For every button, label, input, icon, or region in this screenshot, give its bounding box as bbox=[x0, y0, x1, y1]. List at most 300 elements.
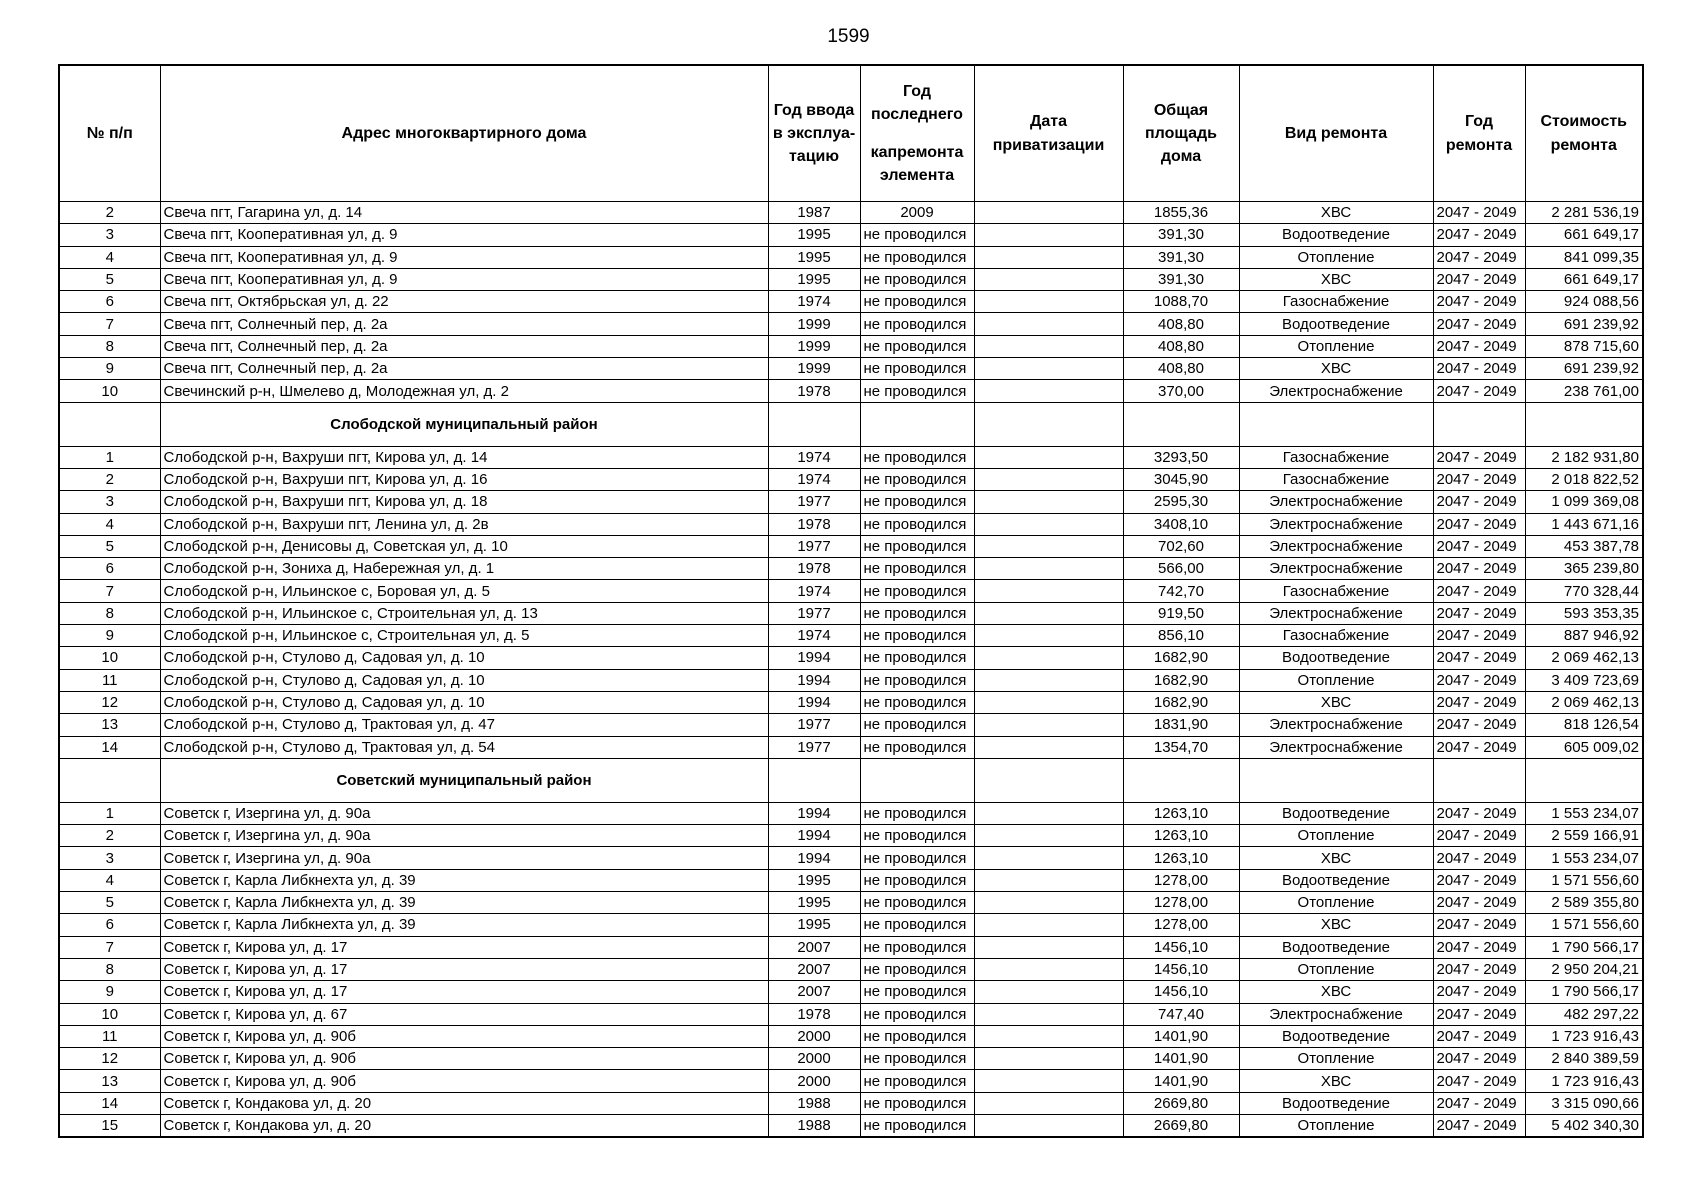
cell-num: 12 bbox=[59, 691, 160, 713]
cell-repair-year: 2047 - 2049 bbox=[1433, 1070, 1525, 1092]
table-row bbox=[59, 802, 1643, 824]
cell-last-repair: не проводился bbox=[860, 1114, 974, 1137]
table-row bbox=[59, 202, 1643, 224]
cell-area: 3293,50 bbox=[1123, 446, 1239, 468]
cell-repair-type: Водоотведение bbox=[1239, 647, 1433, 669]
cell-address: Советск г, Карла Либкнехта ул, д. 39 bbox=[160, 869, 768, 891]
header-year-built: Год ввода в эксплуа-тацию bbox=[768, 65, 860, 202]
cell-num: 10 bbox=[59, 380, 160, 402]
cell-repair-type: Отопление bbox=[1239, 892, 1433, 914]
cell-last-repair: 2009 bbox=[860, 202, 974, 224]
cell-address: Свеча пгт, Солнечный пер, д. 2а bbox=[160, 358, 768, 380]
cell-privatization bbox=[974, 736, 1123, 758]
cell-year-built: 1995 bbox=[768, 224, 860, 246]
table-row bbox=[59, 535, 1643, 557]
cell-year-built: 1994 bbox=[768, 847, 860, 869]
cell-repair-type: ХВС bbox=[1239, 914, 1433, 936]
cell-cost: 1 790 566,17 bbox=[1525, 981, 1643, 1003]
cell-area: 1088,70 bbox=[1123, 291, 1239, 313]
cell-area: 747,40 bbox=[1123, 1003, 1239, 1025]
cell-year-built: 1999 bbox=[768, 358, 860, 380]
cell-repair-year: 2047 - 2049 bbox=[1433, 268, 1525, 290]
cell-repair-type: Водоотведение bbox=[1239, 936, 1433, 958]
cell-repair-year: 2047 - 2049 bbox=[1433, 1092, 1525, 1114]
cell-address: Советск г, Кирова ул, д. 90б bbox=[160, 1070, 768, 1092]
cell-area: 742,70 bbox=[1123, 580, 1239, 602]
cell-num: 13 bbox=[59, 1070, 160, 1092]
cell-cost: 924 088,56 bbox=[1525, 291, 1643, 313]
header-cost: Стоимость ремонта bbox=[1525, 65, 1643, 202]
cell-privatization bbox=[974, 892, 1123, 914]
cell-repair-type: Водоотведение bbox=[1239, 1025, 1433, 1047]
cell-area: 1278,00 bbox=[1123, 914, 1239, 936]
cell-area: 1263,10 bbox=[1123, 802, 1239, 824]
cell-repair-year: 2047 - 2049 bbox=[1433, 714, 1525, 736]
cell-last-repair: не проводился bbox=[860, 335, 974, 357]
cell-num: 14 bbox=[59, 736, 160, 758]
cell-repair-type: Газоснабжение bbox=[1239, 468, 1433, 490]
cell-address: Свеча пгт, Солнечный пер, д. 2а bbox=[160, 313, 768, 335]
cell-privatization bbox=[974, 1003, 1123, 1025]
cell-area: 1401,90 bbox=[1123, 1025, 1239, 1047]
cell-area: 1263,10 bbox=[1123, 825, 1239, 847]
cell-cost: 1 443 671,16 bbox=[1525, 513, 1643, 535]
cell-last-repair: не проводился bbox=[860, 558, 974, 580]
cell-cost: 593 353,35 bbox=[1525, 602, 1643, 624]
cell-num: 15 bbox=[59, 1114, 160, 1137]
section-empty-cell bbox=[768, 402, 860, 446]
cell-cost: 365 239,80 bbox=[1525, 558, 1643, 580]
cell-cost: 482 297,22 bbox=[1525, 1003, 1643, 1025]
cell-area: 919,50 bbox=[1123, 602, 1239, 624]
cell-num: 9 bbox=[59, 358, 160, 380]
cell-address: Советск г, Кирова ул, д. 17 bbox=[160, 958, 768, 980]
cell-repair-type: Электроснабжение bbox=[1239, 491, 1433, 513]
cell-last-repair: не проводился bbox=[860, 869, 974, 891]
cell-address: Свеча пгт, Кооперативная ул, д. 9 bbox=[160, 224, 768, 246]
table-row bbox=[59, 1003, 1643, 1025]
table-row bbox=[59, 825, 1643, 847]
cell-privatization bbox=[974, 224, 1123, 246]
cell-year-built: 1978 bbox=[768, 380, 860, 402]
cell-cost: 2 840 389,59 bbox=[1525, 1048, 1643, 1070]
cell-address: Советск г, Кондакова ул, д. 20 bbox=[160, 1092, 768, 1114]
cell-cost: 661 649,17 bbox=[1525, 268, 1643, 290]
cell-repair-year: 2047 - 2049 bbox=[1433, 847, 1525, 869]
table-row bbox=[59, 714, 1643, 736]
cell-area: 2669,80 bbox=[1123, 1092, 1239, 1114]
cell-privatization bbox=[974, 446, 1123, 468]
cell-last-repair: не проводился bbox=[860, 936, 974, 958]
cell-cost: 770 328,44 bbox=[1525, 580, 1643, 602]
table-row bbox=[59, 892, 1643, 914]
table-row bbox=[59, 558, 1643, 580]
table-row bbox=[59, 268, 1643, 290]
cell-privatization bbox=[974, 380, 1123, 402]
cell-repair-year: 2047 - 2049 bbox=[1433, 246, 1525, 268]
cell-address: Свеча пгт, Солнечный пер, д. 2а bbox=[160, 335, 768, 357]
cell-last-repair: не проводился bbox=[860, 1048, 974, 1070]
cell-cost: 841 099,35 bbox=[1525, 246, 1643, 268]
cell-cost: 2 559 166,91 bbox=[1525, 825, 1643, 847]
cell-area: 1354,70 bbox=[1123, 736, 1239, 758]
cell-num: 4 bbox=[59, 246, 160, 268]
cell-year-built: 1977 bbox=[768, 535, 860, 557]
cell-privatization bbox=[974, 1048, 1123, 1070]
cell-repair-year: 2047 - 2049 bbox=[1433, 802, 1525, 824]
cell-num: 10 bbox=[59, 647, 160, 669]
cell-year-built: 1974 bbox=[768, 291, 860, 313]
cell-last-repair: не проводился bbox=[860, 380, 974, 402]
cell-address: Слободской р-н, Вахруши пгт, Кирова ул, д. 18 bbox=[160, 491, 768, 513]
cell-area: 391,30 bbox=[1123, 246, 1239, 268]
section-title: Советский муниципальный район bbox=[160, 758, 768, 802]
cell-last-repair: не проводился bbox=[860, 736, 974, 758]
cell-repair-type: Отопление bbox=[1239, 958, 1433, 980]
cell-address: Слободской р-н, Вахруши пгт, Кирова ул, д. 14 bbox=[160, 446, 768, 468]
table-row bbox=[59, 958, 1643, 980]
cell-privatization bbox=[974, 246, 1123, 268]
cell-last-repair: не проводился bbox=[860, 358, 974, 380]
section-empty-cell bbox=[1525, 758, 1643, 802]
cell-area: 1278,00 bbox=[1123, 869, 1239, 891]
cell-address: Свечинский р-н, Шмелево д, Молодежная ул, д. 2 bbox=[160, 380, 768, 402]
cell-repair-year: 2047 - 2049 bbox=[1433, 602, 1525, 624]
cell-year-built: 1994 bbox=[768, 669, 860, 691]
cell-area: 1456,10 bbox=[1123, 936, 1239, 958]
cell-cost: 1 790 566,17 bbox=[1525, 936, 1643, 958]
cell-privatization bbox=[974, 714, 1123, 736]
cell-address: Советск г, Кирова ул, д. 90б bbox=[160, 1025, 768, 1047]
section-empty-cell bbox=[768, 758, 860, 802]
section-empty-cell bbox=[1239, 758, 1433, 802]
cell-cost: 3 315 090,66 bbox=[1525, 1092, 1643, 1114]
cell-cost: 1 099 369,08 bbox=[1525, 491, 1643, 513]
cell-year-built: 1978 bbox=[768, 1003, 860, 1025]
cell-repair-year: 2047 - 2049 bbox=[1433, 1025, 1525, 1047]
cell-cost: 1 571 556,60 bbox=[1525, 914, 1643, 936]
cell-last-repair: не проводился bbox=[860, 1070, 974, 1092]
cell-privatization bbox=[974, 802, 1123, 824]
cell-cost: 2 950 204,21 bbox=[1525, 958, 1643, 980]
cell-last-repair: не проводился bbox=[860, 491, 974, 513]
cell-area: 370,00 bbox=[1123, 380, 1239, 402]
cell-address: Советск г, Карла Либкнехта ул, д. 39 bbox=[160, 914, 768, 936]
cell-privatization bbox=[974, 847, 1123, 869]
cell-address: Свеча пгт, Кооперативная ул, д. 9 bbox=[160, 246, 768, 268]
cell-num: 6 bbox=[59, 558, 160, 580]
section-header-row bbox=[59, 758, 1643, 802]
cell-repair-type: Электроснабжение bbox=[1239, 714, 1433, 736]
cell-area: 1831,90 bbox=[1123, 714, 1239, 736]
cell-num: 4 bbox=[59, 513, 160, 535]
cell-cost: 5 402 340,30 bbox=[1525, 1114, 1643, 1137]
cell-cost: 691 239,92 bbox=[1525, 358, 1643, 380]
cell-num: 8 bbox=[59, 602, 160, 624]
cell-num: 8 bbox=[59, 958, 160, 980]
cell-repair-type: ХВС bbox=[1239, 847, 1433, 869]
cell-year-built: 1977 bbox=[768, 491, 860, 513]
cell-cost: 878 715,60 bbox=[1525, 335, 1643, 357]
table-row bbox=[59, 380, 1643, 402]
cell-num: 11 bbox=[59, 669, 160, 691]
cell-num: 9 bbox=[59, 625, 160, 647]
cell-num: 5 bbox=[59, 268, 160, 290]
cell-last-repair: не проводился bbox=[860, 647, 974, 669]
cell-num: 4 bbox=[59, 869, 160, 891]
cell-area: 1401,90 bbox=[1123, 1070, 1239, 1092]
cell-repair-type: Газоснабжение bbox=[1239, 625, 1433, 647]
cell-year-built: 1994 bbox=[768, 691, 860, 713]
cell-repair-type: ХВС bbox=[1239, 268, 1433, 290]
table-row bbox=[59, 914, 1643, 936]
cell-area: 1278,00 bbox=[1123, 892, 1239, 914]
cell-privatization bbox=[974, 291, 1123, 313]
cell-num: 13 bbox=[59, 714, 160, 736]
section-empty-cell bbox=[860, 758, 974, 802]
cell-last-repair: не проводился bbox=[860, 268, 974, 290]
cell-num: 11 bbox=[59, 1025, 160, 1047]
cell-cost: 2 589 355,80 bbox=[1525, 892, 1643, 914]
cell-num: 2 bbox=[59, 468, 160, 490]
cell-area: 3408,10 bbox=[1123, 513, 1239, 535]
cell-cost: 2 281 536,19 bbox=[1525, 202, 1643, 224]
cell-year-built: 1995 bbox=[768, 892, 860, 914]
cell-repair-type: Водоотведение bbox=[1239, 869, 1433, 891]
header-last-repair bbox=[860, 65, 974, 202]
cell-address: Слободской р-н, Ильинское с, Боровая ул, д. 5 bbox=[160, 580, 768, 602]
cell-year-built: 1988 bbox=[768, 1092, 860, 1114]
table-row bbox=[59, 513, 1643, 535]
cell-year-built: 1995 bbox=[768, 268, 860, 290]
cell-num: 7 bbox=[59, 936, 160, 958]
cell-address: Слободской р-н, Стулово д, Садовая ул, д. 10 bbox=[160, 691, 768, 713]
cell-privatization bbox=[974, 981, 1123, 1003]
cell-privatization bbox=[974, 202, 1123, 224]
cell-num: 1 bbox=[59, 446, 160, 468]
cell-year-built: 2000 bbox=[768, 1025, 860, 1047]
cell-repair-year: 2047 - 2049 bbox=[1433, 224, 1525, 246]
table-row bbox=[59, 224, 1643, 246]
cell-last-repair: не проводился bbox=[860, 625, 974, 647]
cell-last-repair: не проводился bbox=[860, 246, 974, 268]
header-last-repair-top: Год последнего bbox=[871, 83, 963, 124]
cell-address: Свеча пгт, Кооперативная ул, д. 9 bbox=[160, 268, 768, 290]
cell-repair-year: 2047 - 2049 bbox=[1433, 291, 1525, 313]
cell-privatization bbox=[974, 914, 1123, 936]
header-num: № п/п bbox=[59, 65, 160, 202]
cell-address: Слободской р-н, Стулово д, Трактовая ул, д. 47 bbox=[160, 714, 768, 736]
cell-area: 1401,90 bbox=[1123, 1048, 1239, 1070]
cell-repair-year: 2047 - 2049 bbox=[1433, 491, 1525, 513]
cell-cost: 2 069 462,13 bbox=[1525, 647, 1643, 669]
cell-address: Слободской р-н, Стулово д, Трактовая ул, д. 54 bbox=[160, 736, 768, 758]
cell-repair-year: 2047 - 2049 bbox=[1433, 892, 1525, 914]
cell-privatization bbox=[974, 958, 1123, 980]
cell-year-built: 1978 bbox=[768, 513, 860, 535]
cell-repair-type: Электроснабжение bbox=[1239, 380, 1433, 402]
cell-num: 3 bbox=[59, 847, 160, 869]
cell-area: 408,80 bbox=[1123, 313, 1239, 335]
cell-cost: 818 126,54 bbox=[1525, 714, 1643, 736]
section-empty-cell bbox=[1239, 402, 1433, 446]
page-number: 1599 bbox=[827, 26, 870, 47]
cell-num: 6 bbox=[59, 291, 160, 313]
cell-privatization bbox=[974, 669, 1123, 691]
section-title: Слободской муниципальный район bbox=[160, 402, 768, 446]
cell-repair-year: 2047 - 2049 bbox=[1433, 335, 1525, 357]
cell-privatization bbox=[974, 513, 1123, 535]
cell-year-built: 2000 bbox=[768, 1048, 860, 1070]
cell-repair-year: 2047 - 2049 bbox=[1433, 202, 1525, 224]
table-row bbox=[59, 580, 1643, 602]
table-row bbox=[59, 869, 1643, 891]
cell-year-built: 2007 bbox=[768, 936, 860, 958]
cell-privatization bbox=[974, 602, 1123, 624]
table-row bbox=[59, 468, 1643, 490]
cell-privatization bbox=[974, 468, 1123, 490]
header-repair-type: Вид ремонта bbox=[1239, 65, 1433, 202]
table-row bbox=[59, 491, 1643, 513]
table-row bbox=[59, 602, 1643, 624]
cell-address: Советск г, Кирова ул, д. 17 bbox=[160, 981, 768, 1003]
cell-last-repair: не проводился bbox=[860, 892, 974, 914]
cell-privatization bbox=[974, 869, 1123, 891]
cell-last-repair: не проводился bbox=[860, 313, 974, 335]
cell-area: 856,10 bbox=[1123, 625, 1239, 647]
cell-area: 1682,90 bbox=[1123, 647, 1239, 669]
cell-area: 1855,36 bbox=[1123, 202, 1239, 224]
cell-address: Советск г, Карла Либкнехта ул, д. 39 bbox=[160, 892, 768, 914]
cell-year-built: 2000 bbox=[768, 1070, 860, 1092]
cell-repair-year: 2047 - 2049 bbox=[1433, 981, 1525, 1003]
cell-num: 14 bbox=[59, 1092, 160, 1114]
cell-year-built: 1977 bbox=[768, 602, 860, 624]
table-row bbox=[59, 736, 1643, 758]
cell-privatization bbox=[974, 1070, 1123, 1092]
cell-last-repair: не проводился bbox=[860, 914, 974, 936]
cell-repair-type: Водоотведение bbox=[1239, 802, 1433, 824]
cell-repair-type: ХВС bbox=[1239, 691, 1433, 713]
cell-year-built: 1995 bbox=[768, 869, 860, 891]
cell-cost: 661 649,17 bbox=[1525, 224, 1643, 246]
section-empty-cell bbox=[974, 402, 1123, 446]
header-privatization: Дата приватизации bbox=[974, 65, 1123, 202]
cell-privatization bbox=[974, 268, 1123, 290]
cell-repair-year: 2047 - 2049 bbox=[1433, 513, 1525, 535]
cell-privatization bbox=[974, 1092, 1123, 1114]
cell-repair-type: Электроснабжение bbox=[1239, 602, 1433, 624]
cell-repair-year: 2047 - 2049 bbox=[1433, 446, 1525, 468]
cell-year-built: 1994 bbox=[768, 647, 860, 669]
cell-cost: 887 946,92 bbox=[1525, 625, 1643, 647]
table-row bbox=[59, 669, 1643, 691]
cell-cost: 3 409 723,69 bbox=[1525, 669, 1643, 691]
cell-last-repair: не проводился bbox=[860, 291, 974, 313]
cell-repair-type: Электроснабжение bbox=[1239, 513, 1433, 535]
repair-schedule-table bbox=[58, 64, 1644, 1138]
cell-repair-year: 2047 - 2049 bbox=[1433, 535, 1525, 557]
cell-area: 1456,10 bbox=[1123, 958, 1239, 980]
cell-area: 1682,90 bbox=[1123, 669, 1239, 691]
cell-repair-type: Газоснабжение bbox=[1239, 291, 1433, 313]
cell-address: Свеча пгт, Октябрьская ул, д. 22 bbox=[160, 291, 768, 313]
cell-year-built: 1974 bbox=[768, 580, 860, 602]
cell-num: 6 bbox=[59, 914, 160, 936]
cell-num: 8 bbox=[59, 335, 160, 357]
cell-repair-year: 2047 - 2049 bbox=[1433, 936, 1525, 958]
cell-num: 12 bbox=[59, 1048, 160, 1070]
section-empty-cell bbox=[1123, 402, 1239, 446]
table-row bbox=[59, 1092, 1643, 1114]
cell-year-built: 1977 bbox=[768, 736, 860, 758]
cell-repair-type: ХВС bbox=[1239, 981, 1433, 1003]
cell-last-repair: не проводился bbox=[860, 535, 974, 557]
cell-address: Советск г, Кирова ул, д. 90б bbox=[160, 1048, 768, 1070]
cell-privatization bbox=[974, 358, 1123, 380]
cell-repair-type: ХВС bbox=[1239, 358, 1433, 380]
cell-last-repair: не проводился bbox=[860, 669, 974, 691]
table-header-row bbox=[59, 65, 1643, 202]
cell-last-repair: не проводился bbox=[860, 981, 974, 1003]
cell-address: Слободской р-н, Стулово д, Садовая ул, д. 10 bbox=[160, 647, 768, 669]
cell-last-repair: не проводился bbox=[860, 1092, 974, 1114]
cell-repair-type: ХВС bbox=[1239, 1070, 1433, 1092]
cell-privatization bbox=[974, 558, 1123, 580]
cell-privatization bbox=[974, 580, 1123, 602]
cell-year-built: 1974 bbox=[768, 625, 860, 647]
cell-last-repair: не проводился bbox=[860, 825, 974, 847]
cell-year-built: 1995 bbox=[768, 914, 860, 936]
cell-repair-year: 2047 - 2049 bbox=[1433, 736, 1525, 758]
cell-privatization bbox=[974, 625, 1123, 647]
cell-repair-year: 2047 - 2049 bbox=[1433, 1003, 1525, 1025]
section-empty-cell bbox=[860, 402, 974, 446]
cell-area: 702,60 bbox=[1123, 535, 1239, 557]
cell-cost: 238 761,00 bbox=[1525, 380, 1643, 402]
cell-address: Слободской р-н, Вахруши пгт, Ленина ул, д. 2в bbox=[160, 513, 768, 535]
cell-privatization bbox=[974, 491, 1123, 513]
cell-privatization bbox=[974, 825, 1123, 847]
cell-num: 7 bbox=[59, 313, 160, 335]
cell-address: Советск г, Кирова ул, д. 17 bbox=[160, 936, 768, 958]
cell-privatization bbox=[974, 936, 1123, 958]
cell-last-repair: не проводился bbox=[860, 714, 974, 736]
cell-year-built: 1974 bbox=[768, 446, 860, 468]
table-row bbox=[59, 691, 1643, 713]
cell-repair-type: Газоснабжение bbox=[1239, 446, 1433, 468]
cell-repair-year: 2047 - 2049 bbox=[1433, 914, 1525, 936]
table-row bbox=[59, 313, 1643, 335]
cell-last-repair: не проводился bbox=[860, 602, 974, 624]
cell-num: 1 bbox=[59, 802, 160, 824]
cell-address: Слободской р-н, Денисовы д, Советская ул, д. 10 bbox=[160, 535, 768, 557]
cell-privatization bbox=[974, 1114, 1123, 1137]
cell-year-built: 1999 bbox=[768, 313, 860, 335]
cell-num: 3 bbox=[59, 224, 160, 246]
table-row bbox=[59, 291, 1643, 313]
header-address: Адрес многоквартирного дома bbox=[160, 65, 768, 202]
cell-repair-year: 2047 - 2049 bbox=[1433, 313, 1525, 335]
cell-repair-year: 2047 - 2049 bbox=[1433, 647, 1525, 669]
table-row bbox=[59, 847, 1643, 869]
cell-repair-type: ХВС bbox=[1239, 202, 1433, 224]
cell-address: Советск г, Кондакова ул, д. 20 bbox=[160, 1114, 768, 1137]
section-num-cell bbox=[59, 758, 160, 802]
cell-repair-year: 2047 - 2049 bbox=[1433, 468, 1525, 490]
cell-repair-year: 2047 - 2049 bbox=[1433, 380, 1525, 402]
cell-repair-type: Отопление bbox=[1239, 335, 1433, 357]
